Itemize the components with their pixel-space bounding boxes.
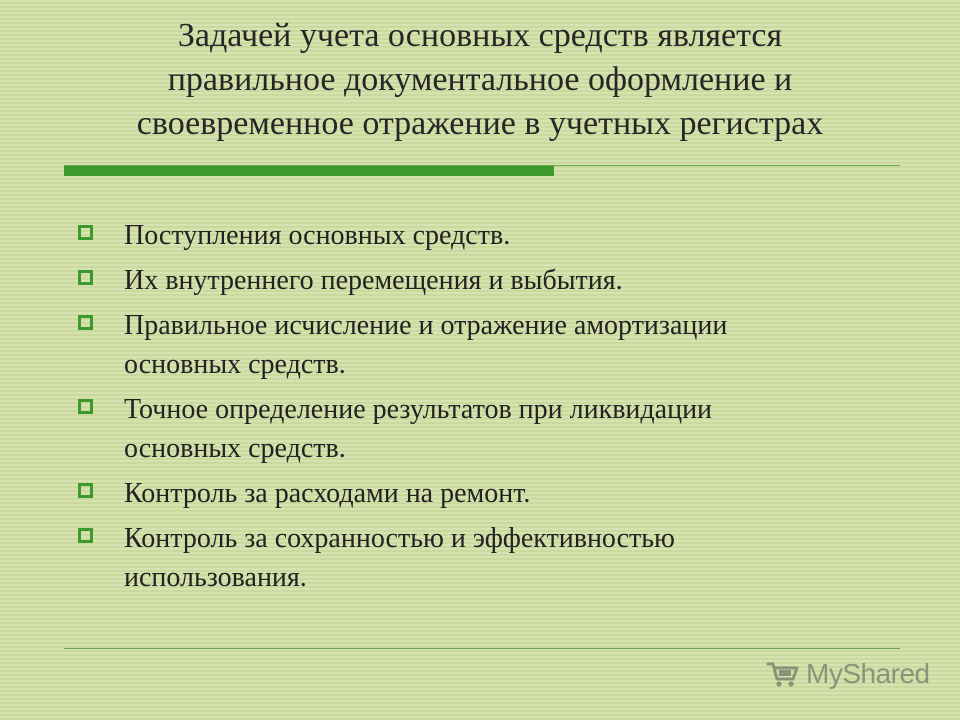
bullet-text: Поступления основных средств.: [124, 220, 511, 251]
shopping-cart-icon: [766, 659, 800, 689]
title-line: Задачей учета основных средств является: [177, 17, 783, 54]
bullet-list: [78, 216, 878, 597]
bullet-text: основных средств.: [124, 433, 346, 464]
watermark: [766, 654, 930, 694]
bullet-text: Контроль за сохранностью и эффективностью: [124, 523, 675, 554]
bullet-text: Правильное исчисление и отражение амортизации: [124, 310, 728, 341]
bullet-text: Контроль за расходами на ремонт.: [124, 478, 531, 509]
bottom-divider: [64, 648, 900, 649]
title-line: своевременное отражение в учетных регистрах: [136, 105, 824, 142]
title-divider-thick: [64, 166, 554, 176]
bullet-item: [78, 261, 878, 300]
hollow-square-icon: [78, 315, 93, 330]
bullet-item: [78, 216, 878, 255]
title-line: правильное документальное оформление и: [167, 61, 793, 98]
hollow-square-icon: [78, 270, 93, 285]
bullet-text: Их внутреннего перемещения и выбытия.: [124, 265, 623, 296]
bullet-item: [78, 519, 878, 597]
hollow-square-icon: [78, 528, 93, 543]
bullet-text: использования.: [124, 562, 307, 593]
bullet-item: [78, 306, 878, 384]
hollow-square-icon: [78, 399, 93, 414]
bullet-item: [78, 474, 878, 513]
hollow-square-icon: [78, 225, 93, 240]
slide-title: [70, 14, 890, 146]
bullet-item: [78, 390, 878, 468]
watermark-text: MyShared: [806, 658, 930, 689]
hollow-square-icon: [78, 483, 93, 498]
bullet-text: основных средств.: [124, 349, 346, 380]
bullet-text: Точное определение результатов при ликвидации: [124, 394, 713, 425]
